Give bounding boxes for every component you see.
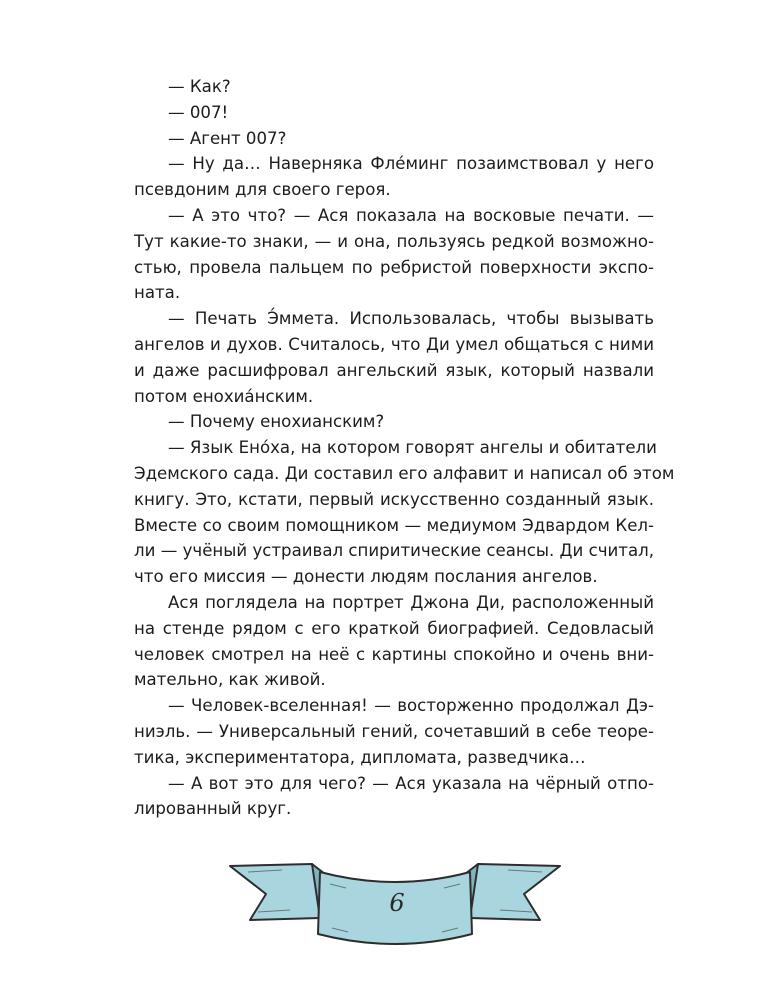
text-line: Вместе со своим помощником — медиумом Эдвардом Кел- — [134, 515, 654, 535]
text-line: Ася поглядела на портрет Джона Ди, расположенный — [168, 592, 654, 612]
text-line: что его миссия — донести людям послания ангелов. — [134, 567, 598, 587]
text-line: — Почему енохианским? — [168, 412, 385, 432]
ribbon-left-tail — [230, 864, 320, 920]
text-line: псевдоним для своего героя. — [134, 180, 391, 200]
text-line: человек смотрел на неё с картины спокойно и очень вни- — [134, 644, 654, 664]
text-line: — Агент 007? — [168, 128, 287, 148]
text-line: — Печать Э́ммета. Использовалась, чтобы вызывать — [168, 309, 654, 329]
text-line: — Человек-вселенная! — восторженно продолжал Дэ- — [168, 696, 654, 716]
text-line: стью, провела пальцем по ребристой поверхности экспо- — [134, 257, 654, 277]
text-line: ната. — [134, 283, 181, 303]
text-line: — 007! — [168, 102, 229, 122]
text-line: потом енохиа́нским. — [134, 386, 314, 406]
text-line: ли — учёный устраивал спиритические сеансы. Ди считал, — [134, 541, 654, 561]
text-line: — Язык Ено́ха, на котором говорят ангелы и обитатели — [168, 438, 657, 458]
text-line: ангелов и духов. Считалось, что Ди умел общаться с ними — [134, 334, 654, 354]
text-line: на стенде рядом с его краткой биографией. Седовласый — [134, 618, 654, 638]
text-line: — А это что? — Ася показала на восковые печати. — — [168, 205, 654, 225]
text-line: и даже расшифровал ангельский язык, который назвали — [134, 360, 654, 380]
text-line: мательно, как живой. — [134, 670, 326, 690]
text-line: ниэль. — Универсальный гений, сочетавший в себе теоре- — [134, 721, 654, 741]
text-line: лированный круг. — [134, 799, 292, 819]
text-line: — Ну да… Наверняка Фле́минг позаимствовал у него — [168, 154, 654, 174]
page-number: 6 — [389, 889, 405, 917]
text-line: Тут какие-то знаки, — и она, пользуясь редкой возможно- — [134, 231, 654, 251]
ribbon-right-tail — [470, 864, 560, 920]
body-text — [134, 74, 675, 822]
text-line: книгу. Это, кстати, первый искусственно созданный язык. — [134, 489, 654, 509]
text-line: Эдемского сада. Ди составил его алфавит и написал об этом — [134, 463, 675, 483]
text-line: — Как? — [168, 77, 231, 96]
text-line: — А вот это для чего? — Ася указала на чёрный отпо- — [168, 773, 654, 793]
text-line: тика, экспериментатора, дипломата, разведчика… — [134, 747, 586, 767]
